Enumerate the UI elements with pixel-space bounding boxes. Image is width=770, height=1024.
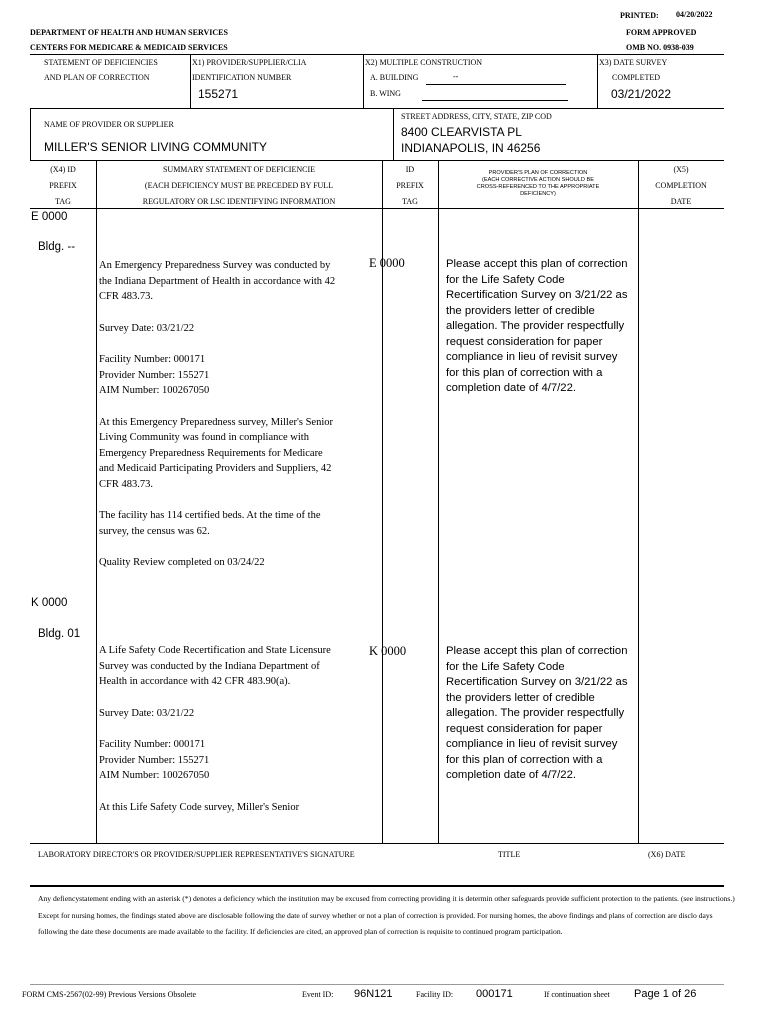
x3-label-2: COMPLETED <box>612 73 660 82</box>
plan-text-k0000: Please accept this plan of correction for the Life Safety Code Recertification Survey on 3/21/22 as the providers letter of credible allegation. The provider respectfully request consideration for paper compliance in lieu of revisit survey for this plan of correction with a completion date of 4/7/22. <box>446 645 628 781</box>
centers-name: CENTERS FOR MEDICARE & MEDICAID SERVICES <box>30 43 228 52</box>
address-line-1: 8400 CLEARVISTA PL <box>401 125 522 139</box>
x4-label-3: TAG <box>55 197 71 206</box>
continuation-label: If continuation sheet <box>544 990 610 999</box>
omb-number: OMB NO. 0938-039 <box>626 43 694 52</box>
title-label: TITLE <box>498 850 521 859</box>
summary-k0000-para-4: At this Life Safety Code survey, Miller's Senior <box>99 801 300 813</box>
summary-k0000-para-3: Facility Number: 000171 Provider Number: 155271 AIM Number: 100267050 <box>99 739 210 781</box>
printed-label: PRINTED: <box>620 11 659 20</box>
plan-label-2: (EACH CORRECTIVE ACTION SHOULD BE <box>482 177 594 183</box>
building-label: A. BUILDING <box>370 73 419 82</box>
id-label-1: ID <box>405 165 415 174</box>
x2-label: X2) MULTIPLE CONSTRUCTION <box>365 58 483 67</box>
plan-tag-k0000: K 0000 <box>369 644 407 658</box>
summary-k0000-para-2: Survey Date: 03/21/22 <box>99 707 195 719</box>
page-number: Page 1 of 26 <box>634 988 697 1000</box>
facility-id-value: 000171 <box>476 988 513 1000</box>
facility-id-label: Facility ID: <box>416 990 454 999</box>
plan-label-4: DEFICIENCY) <box>520 191 556 197</box>
event-id-value: 96N121 <box>354 988 393 1000</box>
x4-label-2: PREFIX <box>49 181 77 190</box>
id-label-2: PREFIX <box>396 181 424 190</box>
signature-label: LABORATORY DIRECTOR'S OR PROVIDER/SUPPLIER REPRESENTATIVE'S SIGNATURE <box>38 850 355 859</box>
disclaimer-text: Any defiencystatement ending with an asterisk (*) denotes a deficiency which the institution may be excused from correcting providing it is determin other safeguards provide sufficient protection to the patients. (see instructions.) Except for nursing homes, the findings stated above are disclosable following the date of survey whether or not a plan of correction is provided. For nursing homes, the above findings and plans of correction are disclo days following the date these documents are made available to the facility. If deficiencies are cited, an approved plan of correction is requisite to continued program participation. <box>38 894 735 936</box>
summary-label-2: (EACH DEFICIENCY MUST BE PRECEDED BY FULL <box>144 181 334 190</box>
plan-label-3: CROSS-REFERENCED TO THE APPROPRIATE <box>476 184 600 190</box>
wing-label: B. WING <box>370 89 401 98</box>
section-bldg-e0000: Bldg. -- <box>38 241 76 253</box>
summary-e0000-para-3: Facility Number: 000171 Provider Number: 155271 AIM Number: 100267050 <box>99 354 210 396</box>
building-value: -- <box>453 72 459 81</box>
section-bldg-k0000: Bldg. 01 <box>38 628 81 640</box>
signature-date-label: (X6) DATE <box>648 850 686 859</box>
summary-k0000-para-1: A Life Safety Code Recertification and State Licensure Survey was conducted by the Indiana Department of Health in accordance with 42 CFR 483.90(a). <box>99 645 331 687</box>
summary-label-3: REGULATORY OR LSC IDENTIFYING INFORMATION <box>142 197 336 206</box>
summary-label-1: SUMMARY STATEMENT OF DEFICIENCIE <box>162 165 316 174</box>
x1-label-2: IDENTIFICATION NUMBER <box>192 73 292 82</box>
provider-id-value: 155271 <box>198 87 239 101</box>
statement-label-1: STATEMENT OF DEFICIENCIES <box>44 58 158 67</box>
summary-e0000-para-1: An Emergency Preparedness Survey was conducted by the Indiana Department of Health in accordance with 42 CFR 483.73. <box>99 260 336 302</box>
summary-e0000-para-4: At this Emergency Preparedness survey, Miller's Senior Living Community was found in compliance with Emergency Preparedness Requirements for Medicare and Medicaid Participating Providers and Suppliers, 42 CFR 483.73. <box>99 416 334 490</box>
x5-label-1: (X5) <box>673 165 689 174</box>
section-tag-e0000: E 0000 <box>31 211 68 223</box>
date-survey-value: 03/21/2022 <box>611 87 672 101</box>
x1-label-1: X1) PROVIDER/SUPPLIER/CLIA <box>192 58 307 67</box>
x5-label-3: DATE <box>670 197 692 206</box>
address-label: STREET ADDRESS, CITY, STATE, ZIP COD <box>401 112 552 121</box>
event-id-label: Event ID: <box>302 990 334 999</box>
summary-e0000-para-5: The facility has 114 certified beds. At the time of the survey, the census was 62. <box>99 510 321 537</box>
summary-e0000-para-2: Survey Date: 03/21/22 <box>99 322 195 334</box>
plan-tag-e0000: E 0000 <box>369 256 405 270</box>
summary-e0000 <box>99 258 339 587</box>
id-label-3: TAG <box>402 197 418 206</box>
address-line-2: INDIANAPOLIS, IN 46256 <box>401 141 541 155</box>
statement-label-2: AND PLAN OF CORRECTION <box>44 73 150 82</box>
footer-form-name: FORM CMS-2567(02-99) Previous Versions Obsolete <box>22 990 197 999</box>
x3-label-1: X3) DATE SURVEY <box>599 58 668 67</box>
section-tag-k0000: K 0000 <box>31 597 68 609</box>
plan-text-e0000: Please accept this plan of correction for the Life Safety Code Recertification Survey on 3/21/22 as the providers letter of credible allegation. The provider respectfully request consideration for paper compliance in lieu of revisit survey for this plan of correction with a completion date of 4/7/22. <box>446 258 628 394</box>
x4-label-1: (X4) ID <box>50 165 76 174</box>
summary-k0000 <box>99 643 339 831</box>
department-name: DEPARTMENT OF HEALTH AND HUMAN SERVICES <box>30 28 228 37</box>
printed-date: 04/20/2022 <box>676 10 713 19</box>
x5-label-2: COMPLETION <box>655 181 707 190</box>
provider-name-label: NAME OF PROVIDER OR SUPPLIER <box>44 120 174 129</box>
plan-label-1: PROVIDER'S PLAN OF CORRECTION <box>488 170 588 176</box>
provider-name-value: MILLER'S SENIOR LIVING COMMUNITY <box>44 140 267 154</box>
form-approved: FORM APPROVED <box>626 28 697 37</box>
summary-e0000-para-6: Quality Review completed on 03/24/22 <box>99 557 265 568</box>
